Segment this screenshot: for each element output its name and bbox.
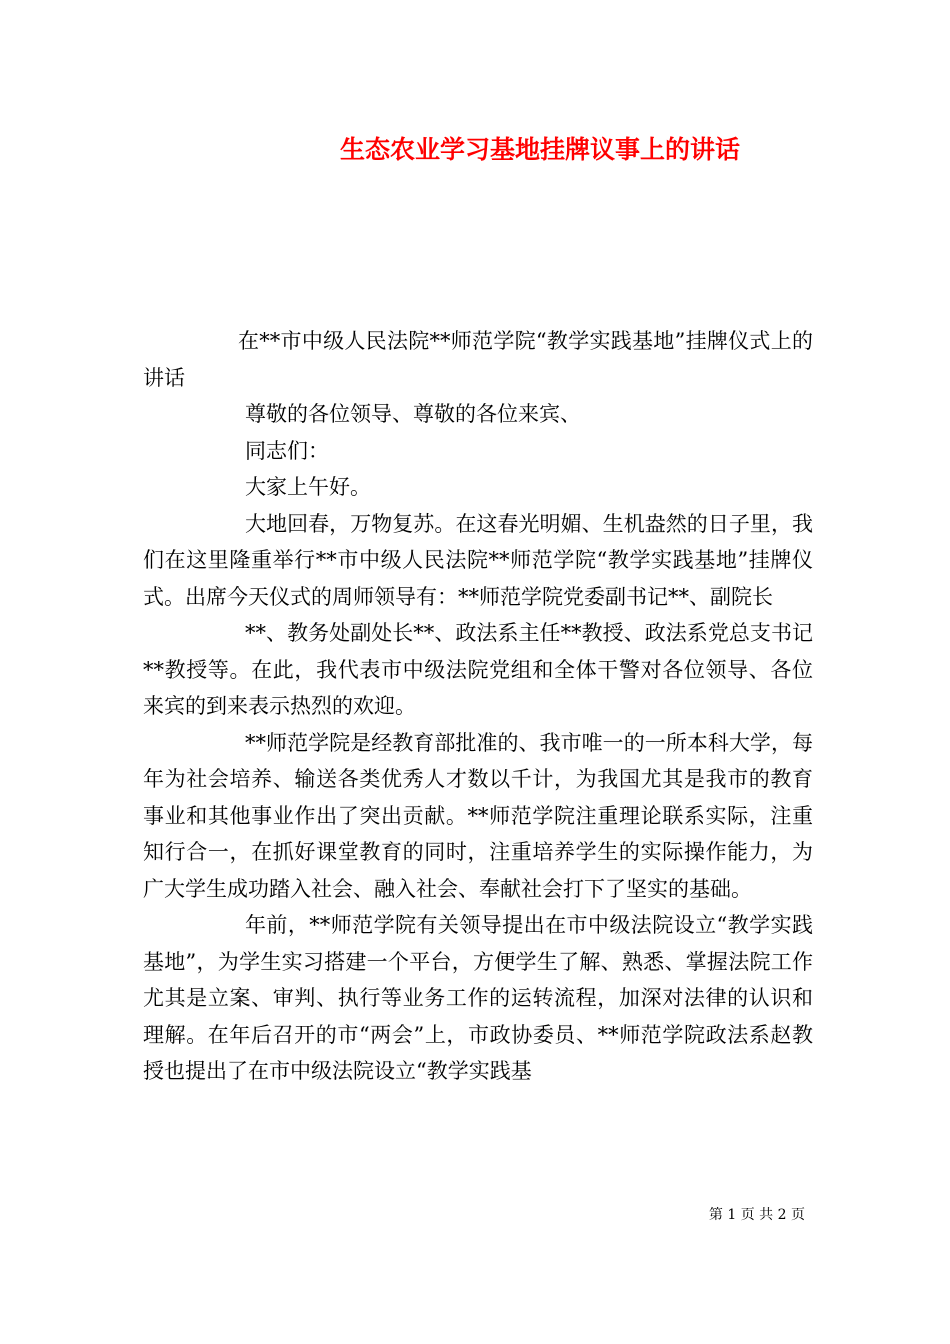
paragraph-salutation: 尊敬的各位领导、尊敬的各位来宾、 — [245, 402, 581, 426]
paragraph-opening: 大地回春，万物复苏。在这春光明媚、生机盎然的日子里，我们在这里隆重举行**市中级人民法院**师范学院“教学实践基地”挂牌仪式。出席今天仪式的周师领导有：**师范学院党委副书记**、副院长 — [143, 511, 813, 609]
paragraph-comrades: 同志们： — [245, 438, 329, 463]
page-indicator: 第 1 页 共 2 页 — [708, 1207, 805, 1223]
paragraph-attendees: **、教务处副处长**、政法系主任**教授、政法系党总支书记**教授等。在此，我代表市中级法院党组和全体干警对各位领导、各位来宾的到来表示热烈的欢迎。 — [143, 621, 813, 718]
document-body — [143, 323, 813, 1090]
document-title: 生态农业学习基地挂牌议事上的讲话 — [339, 135, 740, 164]
paragraph-greeting: 大家上午好。 — [245, 475, 371, 499]
paragraph-background: 年前，**师范学院有关领导提出在市中级法院设立“教学实践基地”，为学生实习搭建一个平台，方便学生了解、熟悉、掌握法院工作尤其是立案、审判、执行等业务工作的运转流程，加深对法律的认识和理解。在年后召开的市“两会”上，市政协委员、**师范学院政法系赵教授也提出了在市中级法院设立“教学实践基 — [143, 913, 813, 1083]
paragraph-heading: 在**市中级人民法院**师范学院“教学实践基地”挂牌仪式上的讲话 — [143, 329, 813, 390]
paragraph-college-intro: **师范学院是经教育部批准的、我市唯一的一所本科大学，每年为社会培养、输送各类优秀人才数以千计，为我国尤其是我市的教育事业和其他事业作出了突出贡献。**师范学院注重理论联系实际，注重知行合一，在抓好课堂教育的同时，注重培养学生的实际操作能力，为广大学生成功踏入社会、融入社会、奉献社会打下了坚实的基础。 — [143, 730, 813, 901]
